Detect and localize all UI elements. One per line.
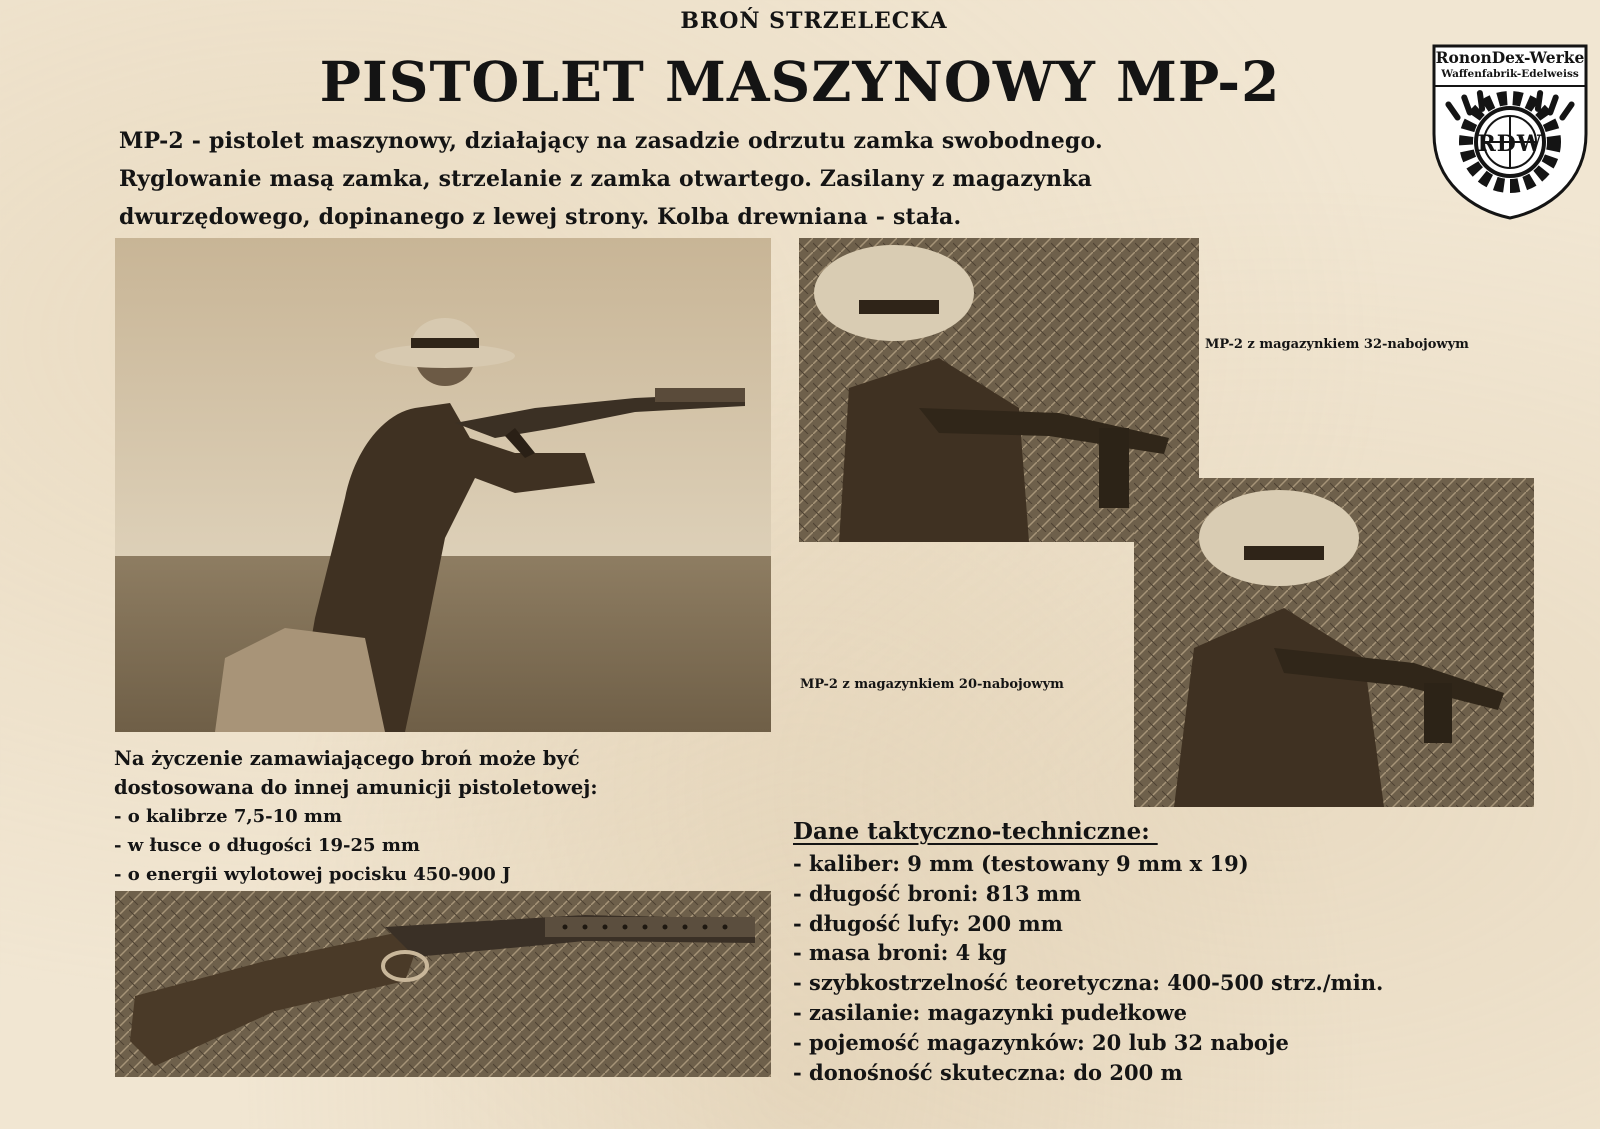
page-title: PISTOLET MASZYNOWY MP-2 xyxy=(319,49,1281,114)
photo-weapon-closeup xyxy=(115,891,771,1077)
caption-mag32: MP-2 z magazynkiem 32-nabojowym xyxy=(1205,337,1469,352)
ammo-item: - o kalibrze 7,5-10 mm xyxy=(114,806,343,827)
intro-line: MP-2 - pistolet maszynowy, działający na zasadzie odrzutu zamka swobodnego. xyxy=(119,128,1103,154)
spec-item: - masa broni: 4 kg xyxy=(793,940,1007,966)
spec-item: - zasilanie: magazynki pudełkowe xyxy=(793,999,1188,1025)
logo-monogram: RDW xyxy=(1477,131,1543,157)
photo-mag20 xyxy=(1134,478,1534,807)
spec-item: - kaliber: 9 mm (testowany 9 mm x 19) xyxy=(793,851,1249,876)
intro-paragraph xyxy=(119,122,1369,236)
technical-data xyxy=(793,815,1573,1087)
ammo-item: - o energii wylotowej pocisku 450-900 J xyxy=(114,864,511,885)
spec-item: - długość lufy: 200 mm xyxy=(793,910,1063,936)
intro-line: Ryglowanie masą zamka, strzelanie z zamka otwartego. Zasilany z magazynka xyxy=(119,166,1093,192)
ammo-options xyxy=(114,744,764,889)
spec-item: - długość broni: 813 mm xyxy=(793,880,1082,906)
spec-item: - pojemość magazynków: 20 lub 32 naboje xyxy=(793,1029,1289,1055)
spec-item: - szybkostrzelność teoretyczna: 400-500 strz./min. xyxy=(793,970,1384,996)
technical-data-heading: Dane taktyczno-techniczne: xyxy=(793,818,1158,845)
logo-line1: RononDex-Werke xyxy=(1435,48,1585,67)
section-kicker: BROŃ STRZELECKA xyxy=(680,8,948,34)
photo-soldier-aiming xyxy=(115,238,771,732)
ammo-lead-line: Na życzenie zamawiającego broń może być xyxy=(114,747,580,770)
intro-line: dwurzędowego, dopinanego z lewej strony. Kolba drewniana - stała. xyxy=(119,204,962,230)
caption-mag20: MP-2 z magazynkiem 20-nabojowym xyxy=(800,677,1064,692)
ammo-item: - w łusce o długości 19-25 mm xyxy=(114,835,420,856)
company-logo xyxy=(1430,42,1590,222)
spec-item: - donośność skuteczna: do 200 m xyxy=(793,1059,1183,1085)
logo-line2: Waffenfabrik-Edelweiss xyxy=(1441,68,1579,80)
ammo-lead-line: dostosowana do innej amunicji pistoletowej: xyxy=(114,776,598,799)
